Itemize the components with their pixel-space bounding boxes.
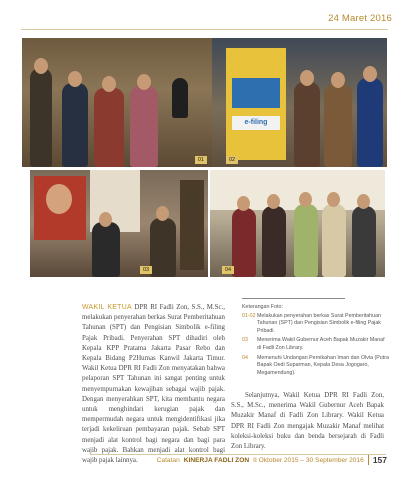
efiling-banner: e-filing [232,116,280,130]
caption-title: Keterangan Foto: [242,304,283,310]
caption-text: Memenuhi Undangan Pernikahan Iman dan Olvia (Putra Bapak Oedi Suparman, Kepala Desa Jogogaro, Megamendung). [257,354,389,376]
page-number: 157 [368,455,387,465]
caption-text: Menerima Wakil Gubernur Aceh Bapak Muzakir Manaf di Fadli Zon Library. [257,337,385,351]
photo-tag: 04 [222,266,234,274]
caption-item [242,355,390,378]
page-footer [157,455,387,465]
photo-tag: 03 [140,266,152,274]
caption-number: 04 [242,354,248,361]
photo-spt-handover [22,38,217,167]
footer-prefix: Catatan [156,456,180,464]
caption-item [242,337,390,352]
photo-captions [242,304,390,379]
photo-tag: 02 [226,156,238,164]
caption-number: 03 [242,337,248,344]
article-left-column [82,303,225,466]
photo-tag: 01 [195,156,207,164]
photo-library-visit [30,170,208,277]
photo-wedding [210,170,385,277]
caption-rule [242,298,345,299]
caption-text: Melakukan penyerahan berkas Surat Pemberitahuan Tahunan (SPT) dan Pengisian Simbolik e-filing Pajak Pribadi. [257,312,381,334]
footer-brand: KINERJA FADLI ZON [183,456,250,464]
article-lead: WAKIL KETUA [82,304,132,311]
article-left-paragraph: DPR RI Fadli Zon, S.S., M.Sc., melakukan penyerahan berkas Surat Pemberitahuan Tahunan (SPT) dan Pengisian Simbolik e-filing Pajak Pribadi. Penyerahan SPT dihadiri oleh Kepala KPP Pratama Jakarta Pasar Rebo dan Kepala Bidang P2Humas Kanwil Jakarta Timur. Wakil Ketua DPR RI Fadli Zon menyatakan bahwa pelaporan SPT Tahunan ini sangat penting untuk menyempurnakan kewajiban sebagai wajib pajak. Dengan menyerahkan SPT, kita membantu negara untuk menghindari kerugian pajak dan mempermudah negara untuk mengidentifikasi jika terjadi kekeliruan pembayaran pajak. Sebab SPT menjadi alat kontrol bagi negara dan bagi para wajib pajak. Bahkan menjadi alat kontrol bagi wajib pajak lainnya. [82,304,225,465]
caption-item [242,313,390,336]
article-right-column [231,391,384,452]
date-header: 24 Maret 2016 [328,13,392,24]
header-rule [21,29,388,30]
photo-efiling [212,38,387,167]
footer-period: II Oktober 2015 – 30 September 2016 [253,456,364,464]
caption-number: 01-02 [242,312,256,319]
article-right-paragraph: Selanjutnya, Wakil Ketua DPR RI Fadli Zon, S.S., M.Sc., menerima Wakil Gubernur Aceh Bapak Muzakir Manaf di Fadli Zon Library. Wakil Ketua DPR RI Fadli Zon mengajak Muzakir Manaf melihat koleksi-koleksi buku dan benda bersejarah di Fadli Zon Library. [231,392,384,451]
